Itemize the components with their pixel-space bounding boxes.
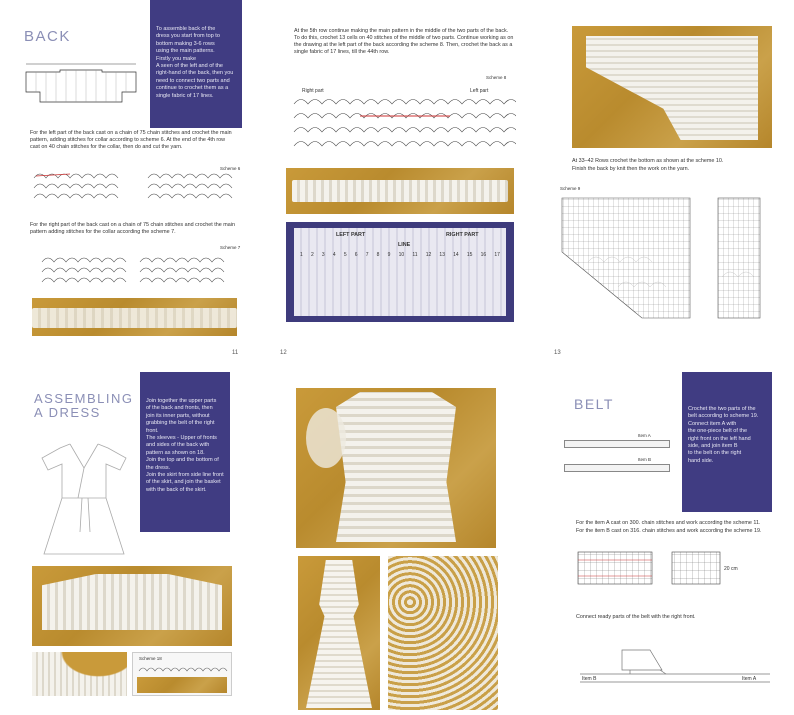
belt-item-b-label: Item B (582, 676, 597, 682)
page-back (0, 0, 262, 356)
chart-column-number: 11 (412, 252, 418, 258)
back-collar-photo (286, 168, 514, 214)
back-info-box (150, 0, 242, 128)
page-back-continued (268, 0, 530, 356)
belt-box-line: belt according to scheme 19. (688, 413, 759, 420)
belt-connect-text: Connect ready parts of the belt with the right front. (576, 614, 696, 620)
right-top-text: At 33–42 Rows crochet the bottom as shown at the scheme 10. (572, 158, 724, 164)
sleeve-detail-photo (32, 652, 127, 696)
chart-column-number: 1 (300, 252, 303, 258)
scheme18-label: Scheme 18 (139, 656, 162, 661)
back-box-line: using the main patterns. (156, 48, 215, 55)
assembling-box-line: the dress. (146, 464, 171, 471)
chart-column-number: 6 (354, 252, 358, 258)
item-b-strip (564, 464, 670, 472)
scheme7-label: Scheme 7 (220, 245, 241, 250)
belt-box-line: side, and join item B (688, 443, 738, 450)
back-box-line: right-hand of the back, then you (156, 70, 234, 77)
back-left-part-text (30, 130, 235, 151)
back-right-text: For the right part of the back cast on a chain of 75 chain stitches and crochet the main pattern adding stitches for the collar according the scheme 7. (30, 222, 235, 235)
back-box-line: need to connect two parts and (156, 77, 230, 84)
chart-right-label: RIGHT PART (446, 232, 479, 238)
chart-column-number: 4 (332, 252, 336, 258)
assembling-box-line: Join the skirt from side line front (146, 472, 224, 479)
chart-column-number: 8 (376, 252, 380, 258)
dress-top-photo (296, 388, 496, 548)
middle-top-text: At the 5th row continue making the main pattern in the middle of the two parts of the back. To do this, crochet 13 cells on 40 stitches of the middle of two parts. Continue working as on the drawing at the left part of the back according the scheme 8. Then, crochet the back as a single fabric of 17 lines, till the 44th row. (294, 28, 514, 55)
scheme8-diagram (290, 82, 516, 162)
back-panel-photo (572, 26, 772, 148)
chart-number-row (300, 252, 500, 258)
item-b-label: Item B (638, 457, 652, 462)
assembling-box-line: front. (146, 427, 159, 434)
chart-column-number: 12 (425, 252, 432, 258)
back-box-line: To assemble back of the (156, 26, 216, 32)
chart-column-number: 10 (398, 252, 405, 258)
page-number: 12 (280, 350, 287, 356)
assembling-box-line: Join together the upper parts (146, 398, 217, 404)
page-number: 11 (232, 350, 239, 356)
page-belt (536, 360, 794, 715)
item-a-label: Item A (638, 433, 651, 438)
belt-box-line: Crochet the two parts of the (688, 406, 756, 412)
belt-box-line: to the belt on the right (688, 450, 742, 457)
belt-item-a-label: Item A (742, 676, 757, 682)
assembling-title (34, 392, 134, 420)
page-dress-photos (268, 360, 530, 715)
item-a-strip (564, 440, 670, 448)
assembling-box-line: The sleeves - Upper of fronts (146, 435, 217, 442)
lace-detail-photo (388, 556, 498, 710)
back-box-line: dress you start from top to (156, 33, 220, 40)
assembling-title-line2: A DRESS (34, 405, 101, 420)
assembling-box-line: grabbing the belt of the right (146, 420, 215, 427)
belt-box-line: right front on the left hand (688, 435, 751, 442)
dress-sketch (34, 440, 134, 560)
assembling-info-box (140, 372, 230, 532)
belt-text-b: For the item B cast on 316. chain stitches and work according the scheme 19. (576, 528, 762, 534)
back-box-line: single fabric of 17 lines. (156, 92, 214, 99)
left-part-label: Left part (470, 88, 489, 94)
assembling-box-line: with the back of the skirt. (146, 486, 207, 493)
page-assembling (0, 360, 262, 715)
back-chart-photo (286, 222, 514, 322)
belt-connect-diagram (570, 634, 780, 694)
chart-left-label: LEFT PART (336, 232, 366, 238)
back-box-line: Firstly you make (156, 55, 197, 62)
back-box-line: bottom making 3-6 rows (156, 40, 215, 47)
scheme8-label: Scheme 8 (486, 75, 507, 80)
chart-column-number: 2 (310, 252, 314, 258)
full-dress-photo (298, 556, 380, 710)
assembling-box-line: and sides of the back with (146, 442, 210, 449)
chart-column-number: 15 (466, 252, 473, 258)
page-number: 13 (554, 350, 561, 356)
chart-column-number: 7 (365, 252, 369, 258)
chart-column-number: 9 (387, 252, 391, 258)
chart-column-number: 14 (453, 252, 459, 258)
scheme9-label: Scheme 9 (560, 186, 581, 191)
back-photo (32, 298, 237, 336)
belt-box-line: the one-piece belt of the (688, 428, 748, 435)
scheme7-diagram (40, 250, 235, 290)
belt-info-box (682, 372, 772, 512)
back-right-part-text (30, 222, 235, 236)
assembling-title-line1: ASSEMBLING (34, 391, 134, 406)
chart-line-label: LINE (398, 242, 411, 248)
page-back-bottom (536, 0, 794, 356)
back-box-line: A seen of the left and of the (156, 63, 223, 70)
assembling-box-line: Join the top and the bottom of (146, 457, 219, 464)
belt-box-line: Connect item A with (688, 420, 737, 427)
assembling-box-line: of the skirt, and join the basket (146, 479, 221, 486)
back-left-text: For the left part of the back cast on a chain of 75 chain stitches and crochet the main pattern, adding stitches for collar according to scheme 6. At the end of the 4th row cast on 40 chain stitches for the collar, then do and cut the yarn. (30, 130, 232, 150)
back-title: BACK (24, 28, 71, 45)
assembling-box-line: pattern as shown on 18. (146, 449, 205, 456)
back-outline-diagram (22, 58, 140, 110)
scheme9-diagram (558, 192, 786, 324)
chart-column-number: 16 (480, 252, 487, 258)
belt-text-a: For the item A cast on 300. chain stitches and work according the scheme 11. (576, 520, 761, 526)
chart-column-number: 3 (321, 252, 325, 258)
chart-column-number: 5 (343, 252, 347, 258)
belt-box-line: hand side. (688, 457, 714, 464)
chart-column-number: 13 (439, 252, 445, 258)
back-box-line: continue to crochet them as a (156, 85, 229, 92)
scheme6-label: Scheme 6 (220, 166, 241, 171)
scheme6-diagram (30, 170, 240, 204)
scheme19-diagram (572, 546, 782, 590)
assembling-box-line: join its inner parts, without (146, 412, 210, 419)
scheme18-box (132, 652, 232, 696)
right-part-label: Right part (302, 88, 324, 94)
belt-dim-label: 20 cm (724, 566, 738, 572)
assembling-box-line: of the back and fronts, then (146, 405, 213, 412)
assembled-top-photo (32, 566, 232, 646)
right-top-text2: Finish the back by knit then the work on the yarn. (572, 166, 690, 172)
chart-column-number: 17 (494, 252, 500, 258)
belt-title: BELT (574, 396, 614, 412)
